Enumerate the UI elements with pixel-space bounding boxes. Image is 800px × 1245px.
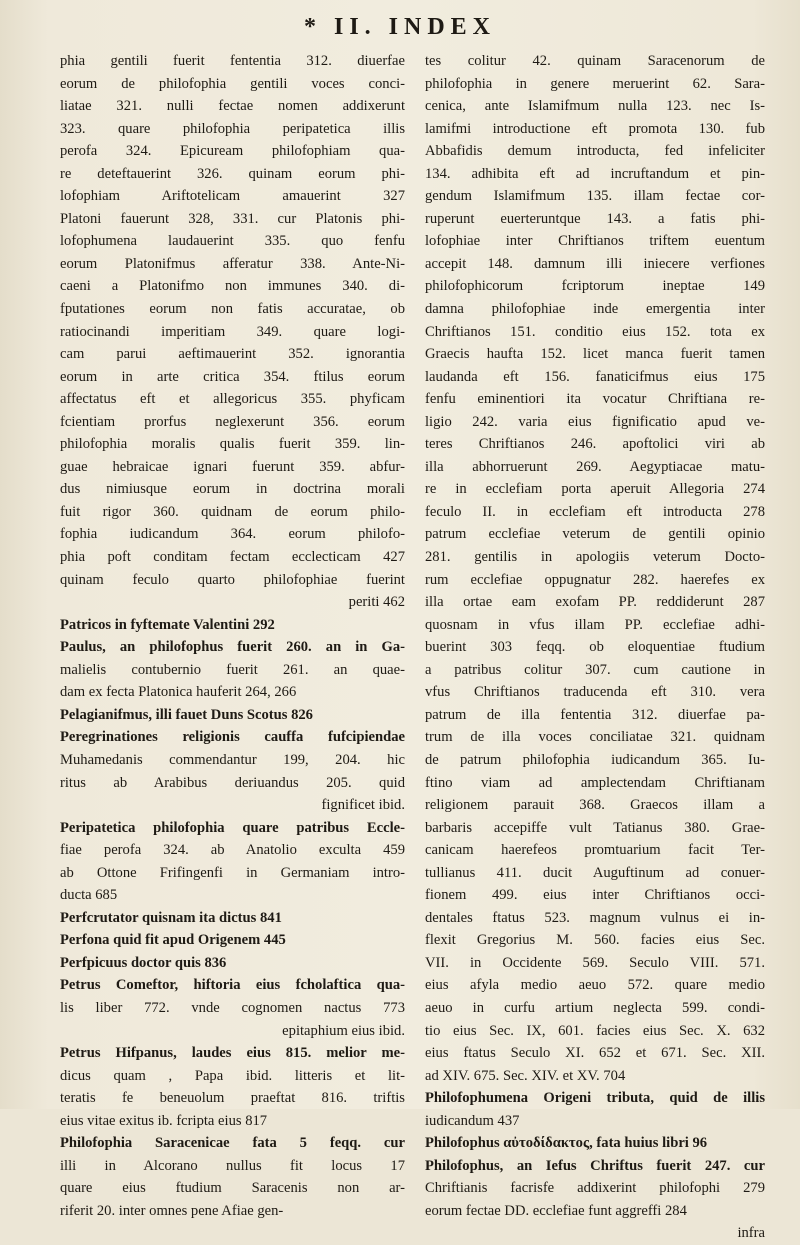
index-line: aeuo in curfu artium neglecta 599. condi- <box>425 999 765 1016</box>
index-line: fionem 499. eius inter Chriftianos occi- <box>425 887 765 904</box>
index-line: liatae 321. nulli fectae nomen addixerunt <box>60 98 405 115</box>
index-line: iudicandum 437 <box>425 1112 520 1129</box>
index-line: tio eius Sec. IX, 601. facies eius Sec. X. 632 <box>425 1022 765 1039</box>
index-line: religionem parauit 368. Graecos illam a <box>425 797 765 814</box>
index-line: Muhamedanis commendantur 199, 204. hic <box>60 751 405 768</box>
index-line: ab Ottone Frifingenfi in Germaniam intro- <box>60 864 405 881</box>
index-line: periti 462 <box>348 594 405 611</box>
index-line: tes colitur 42. quinam Saracenorum de <box>425 53 765 69</box>
index-line: lofophiae inter Chriftianos triftem euentum <box>425 233 765 250</box>
index-line: Chriftianis facrisfe addixerint philofophi 279 <box>425 1180 765 1197</box>
index-line: teratis fe beneuolum praeftat 816. triftis <box>60 1090 405 1107</box>
index-line: feculo II. in ecclefiam eft introducta 278 <box>425 503 765 520</box>
index-line: fputationes eorum non fatis accuratae, ob <box>60 301 405 318</box>
index-line: eius afyla medio aeuo 572. quare medio <box>425 977 765 994</box>
index-line: Philofophus αὐτοδίδακτος, fata huius libri 96 <box>425 1135 708 1152</box>
index-line: eorum fectae DD. ecclefiae funt aggreffi 284 <box>425 1202 687 1219</box>
index-column-right <box>425 50 765 1245</box>
index-line: re in ecclefiam porta aperuit Allegoria 274 <box>425 481 765 498</box>
index-line: laudanda eft 156. fanaticifmus eius 175 <box>425 368 765 385</box>
index-line: philofophia moralis qualis fuerit 359. lin- <box>60 436 405 453</box>
index-line: eorum in arte critica 354. ftilus eorum <box>60 368 405 385</box>
index-line: fcientiam prorfus neglexerunt 356. eorum <box>60 413 405 430</box>
index-line: Perfpicuus doctor quis 836 <box>60 954 227 971</box>
index-line: dam ex fecta Platonica hauferit 264, 266 <box>60 684 297 701</box>
index-line: fignificet ibid. <box>321 797 405 814</box>
index-line: Perfcrutator quisnam ita dictus 841 <box>60 909 282 926</box>
index-line: infra <box>737 1225 765 1242</box>
index-line: illi in Alcorano nullus fit locus 17 <box>60 1157 405 1174</box>
index-line: phia poft conditam fectam ecclecticam 427 <box>60 549 405 566</box>
index-line: Paulus, an philofophus fuerit 260. an in Ga- <box>60 639 405 656</box>
index-line: re deteftauerint 326. quinam eorum phi- <box>60 165 405 182</box>
index-line: ritus ab Arabibus deriuandus 205. quid <box>60 774 405 791</box>
index-line: quosnam in vfus illam PP. ecclefiae adhi- <box>425 616 765 633</box>
index-column-left <box>60 50 405 1222</box>
index-line: flexit Gregorius M. 560. facies eius Sec. <box>425 932 765 949</box>
index-line: Petrus Comeftor, hiftoria eius fcholaftica qua- <box>60 977 405 994</box>
index-line: patrum de illa fententia 312. diuerfae pa- <box>425 706 765 723</box>
index-line: damna philofophiae inde emergentia inter <box>425 301 765 318</box>
index-line: ratiocinandi imperitiam 349. quare logi- <box>60 323 405 340</box>
index-line: ligio 242. varia eius fignificatio apud ve- <box>425 413 765 430</box>
index-line: illa abhorruerunt 269. Aegyptiacae matu- <box>425 458 765 475</box>
index-line: VII. in Occidente 569. Seculo VIII. 571. <box>425 954 765 971</box>
index-line: lofophiam Ariftotelicam amauerint 327 <box>60 188 405 205</box>
index-line: ftino viam ad amplectendam Chriftianam <box>425 774 765 791</box>
index-line: fophia iudicandum 364. eorum philofo- <box>60 526 405 543</box>
index-line: dentales ftatus 523. magnum vulnus ei in- <box>425 909 765 926</box>
index-line: perofa 324. Epicuream philofophiam qua- <box>60 143 405 160</box>
index-line: lis liber 772. vnde cognomen nactus 773 <box>60 999 405 1016</box>
index-line: patrum ecclefiae veterum de gentili opinio <box>425 526 765 543</box>
index-line: Philofophumena Origeni tributa, quid de illis <box>425 1090 765 1107</box>
index-line: Petrus Hifpanus, laudes eius 815. melior me- <box>60 1045 405 1062</box>
index-line: canicam haerefeos promtuarium facit Ter- <box>425 842 765 859</box>
index-line: Philofophia Saracenicae fata 5 feqq. cur <box>60 1135 405 1152</box>
index-line: philofophia in genere meruerint 62. Sara- <box>425 75 765 92</box>
index-line: cenica, ante Islamifmum nulla 123. nec Is- <box>425 98 765 115</box>
index-line: caeni a Platonifmo non immunes 340. di- <box>60 278 405 295</box>
index-line: 323. quare philofophia peripatetica illis <box>60 120 405 137</box>
index-line: teres Chriftianos 246. apoftolici viri ab <box>425 436 765 453</box>
index-line: a patribus colitur 307. cum cautione in <box>425 661 765 678</box>
index-line: buerint 303 feqq. ob eloquentiae ftudium <box>425 639 765 656</box>
index-line: lamifmi introductione eft promota 130. fub <box>425 120 765 137</box>
index-line: Philofophus, an Iefus Chriftus fuerit 247. cur <box>425 1157 765 1174</box>
index-line: phia gentili fuerit fententia 312. diuerfae <box>60 53 405 69</box>
index-line: fiae perofa 324. ab Anatolio exculta 459 <box>60 842 405 859</box>
index-line: accepit 148. damnum illi iniecere verfiones <box>425 255 765 272</box>
index-line: Perfona quid fit apud Origenem 445 <box>60 932 286 949</box>
index-line: rum ecclefiae oppugnatur 282. haerefes ex <box>425 571 765 588</box>
running-head <box>0 14 800 41</box>
index-line: philofophicorum fcriptorum ineptae 149 <box>425 278 765 295</box>
index-line: de patrum philofophia iudicandum 365. Iu- <box>425 751 765 768</box>
index-line: gendum Islamifmum 135. illam fectae cor- <box>425 188 765 205</box>
index-line: Chriftianos 151. conditio eius 152. tota ex <box>425 323 765 340</box>
index-line: Patricos in fyftemate Valentini 292 <box>60 616 275 633</box>
index-line: trum de illa voces conciliatae 321. quidnam <box>425 729 765 746</box>
header-mark: * <box>303 14 322 40</box>
index-line: Graecis haufta 152. licet manca fuerit tamen <box>425 346 765 363</box>
index-line: quare eius ftudium Saracenis non ar- <box>60 1180 405 1197</box>
index-line: 281. gentilis in apologiis veterum Docto- <box>425 549 765 566</box>
index-line: guae hebraicae ignari fuerunt 359. abfur- <box>60 458 405 475</box>
index-line: vfus Chriftianos traducenda eft 310. vera <box>425 684 765 701</box>
index-line: illa ortae eam exofam PP. reddiderunt 287 <box>425 594 765 611</box>
header-title: II. INDEX <box>333 14 497 40</box>
index-line: Peregrinationes religionis cauffa fufcipiendae <box>60 729 405 746</box>
index-line: dicus quam , Papa ibid. litteris et lit- <box>60 1067 405 1084</box>
index-line: eius vitae exitus ib. fcripta eius 817 <box>60 1112 268 1129</box>
index-line: fuit rigor 360. quidnam de eorum philo- <box>60 503 405 520</box>
index-line: ad XIV. 675. Sec. XIV. et XV. 704 <box>425 1067 626 1084</box>
index-line: cam parui aeftimauerint 352. ignorantia <box>60 346 405 363</box>
index-line: riferit 20. inter omnes pene Afiae gen- <box>60 1202 284 1219</box>
index-line: ruperunt euerteruntque 143. a fatis phi- <box>425 210 765 227</box>
index-line: eorum Platonifmus afferatur 338. Ante-Ni- <box>60 255 405 272</box>
index-line: Peripatetica philofophia quare patribus Eccle- <box>60 819 405 836</box>
index-line: eorum de philofophia gentili voces conci- <box>60 75 405 92</box>
index-line: epitaphium eius ibid. <box>282 1022 405 1039</box>
index-line: fenfu eminentiori ita vocatur Chriftiana re- <box>425 391 765 408</box>
index-line: affectatus eft et allegoricus 355. phyficam <box>60 391 405 408</box>
index-line: Pelagianifmus, illi fauet Duns Scotus 826 <box>60 706 313 723</box>
index-line: malielis contubernio fuerit 261. an quae- <box>60 661 405 678</box>
index-line: tullianus 411. ducit Auguftinum ad conuer- <box>425 864 765 881</box>
index-line: eius ftatus Seculo XI. 652 et 671. Sec. XII. <box>425 1045 765 1062</box>
index-line: ducta 685 <box>60 887 118 904</box>
index-line: dus nimiusque eorum in doctrina morali <box>60 481 405 498</box>
index-line: Platoni fauerunt 328, 331. cur Platonis phi- <box>60 210 405 227</box>
index-line: lofophumena laudauerint 335. quo fenfu <box>60 233 405 250</box>
index-line: quinam feculo quarto philofophiae fuerint <box>60 571 405 588</box>
index-line: barbaris accepiffe vult Tatianus 380. Grae- <box>425 819 765 836</box>
index-line: 134. adhibita eft ad incruftandum et pin- <box>425 165 765 182</box>
index-line: Abbafidis demum introducta, fed infeliciter <box>425 143 765 160</box>
